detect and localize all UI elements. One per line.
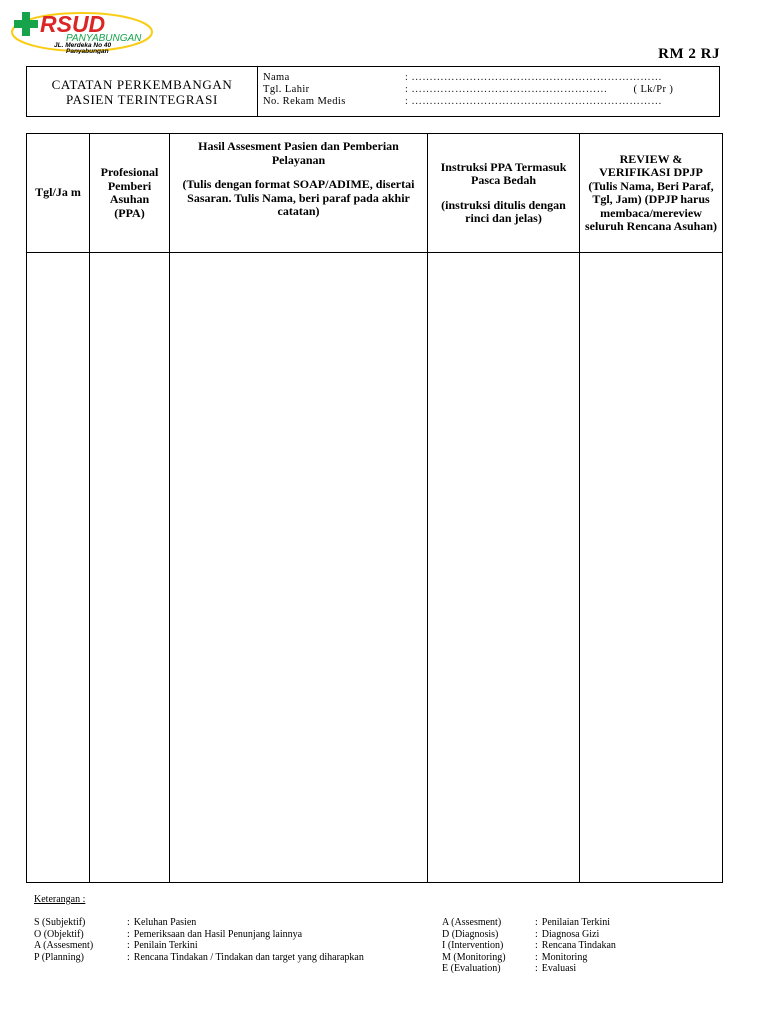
hospital-logo	[10, 8, 160, 54]
legend-title: Keterangan :	[34, 894, 86, 905]
column-header-ppa: Profesional Pemberi Asuhan (PPA)	[90, 134, 170, 253]
logo-subtitle: PANYABUNGAN	[66, 33, 142, 44]
field-rekam-medis	[263, 96, 719, 108]
legend-soap	[34, 906, 442, 975]
legend-item: M (Monitoring) : Monitoring	[442, 951, 588, 963]
instruksi-note: (instruksi ditulis dengan rinci dan jelas)	[441, 197, 566, 225]
field-label: Tgl. Lahir	[263, 84, 310, 95]
table-row	[27, 253, 723, 883]
patient-header	[26, 66, 720, 117]
field-blank[interactable]: : ……………………………………………………………	[405, 72, 663, 83]
legend-item: E (Evaluation) : Evaluasi	[442, 963, 577, 974]
legend-item: A (Assesment) : Penilaian Terkini	[442, 917, 611, 928]
column-header-instruksi	[428, 134, 580, 253]
legend	[34, 894, 734, 975]
logo-name: RSUD	[40, 11, 106, 37]
hasil-title: Hasil Assesment Pasien dan Pemberian Pelayanan	[198, 139, 399, 167]
legend-item: P (Planning) : Rencana Tindakan / Tindakan dan target yang diharapkan	[34, 951, 364, 963]
form-title-line-2: PASIEN TERINTEGRASI	[66, 91, 218, 107]
field-nama	[263, 72, 719, 84]
legend-adime	[442, 906, 616, 975]
logo-address-1: JL. Merdeka No 40	[54, 42, 112, 49]
cell-review[interactable]	[580, 253, 723, 883]
legend-item: O (Objektif) : Pemeriksaan dan Hasil Penunjang lainnya	[34, 928, 303, 940]
hasil-note: (Tulis dengan format SOAP/ADIME, disertai Sasaran. Tulis Nama, beri paraf pada akhir catatan)	[182, 177, 415, 218]
form-title	[27, 67, 258, 116]
form-title-line-1: CATATAN PERKEMBANGAN	[51, 76, 233, 92]
legend-item: I (Intervention) : Rencana Tindakan	[442, 940, 616, 951]
field-blank[interactable]: : ………………………………………………	[405, 84, 608, 95]
progress-notes-table	[26, 133, 723, 883]
legend-item: D (Diagnosis) : Diagnosa Gizi	[442, 928, 600, 940]
column-header-hasil	[170, 134, 428, 253]
logo-address-2: Panyabungan	[66, 48, 109, 54]
column-header-tgl: Tgl/Ja m	[27, 134, 90, 253]
legend-item: S (Subjektif) : Keluhan Pasien	[34, 917, 197, 928]
cell-hasil[interactable]	[170, 253, 428, 883]
field-blank[interactable]: : ……………………………………………………………	[405, 96, 663, 107]
cell-ppa[interactable]	[90, 253, 170, 883]
field-label: Nama	[263, 72, 290, 83]
legend-item: A (Assesment) : Penilain Terkini	[34, 940, 198, 951]
gender-hint: ( Lk/Pr )	[633, 84, 674, 95]
field-label: No. Rekam Medis	[263, 96, 346, 107]
field-tgl-lahir	[263, 84, 719, 96]
logo-cross-v	[22, 12, 30, 36]
cell-tgl[interactable]	[27, 253, 90, 883]
instruksi-title: Instruksi PPA Termasuk Pasca Bedah	[440, 159, 567, 187]
column-header-review: REVIEW & VERIFIKASI DPJP (Tulis Nama, Beri Paraf, Tgl, Jam) (DPJP harus membaca/mereview seluruh Rencana Asuhan)	[580, 134, 723, 253]
cell-instruksi[interactable]	[428, 253, 580, 883]
patient-fields	[258, 67, 719, 116]
form-code: RM 2 RJ	[658, 46, 720, 62]
